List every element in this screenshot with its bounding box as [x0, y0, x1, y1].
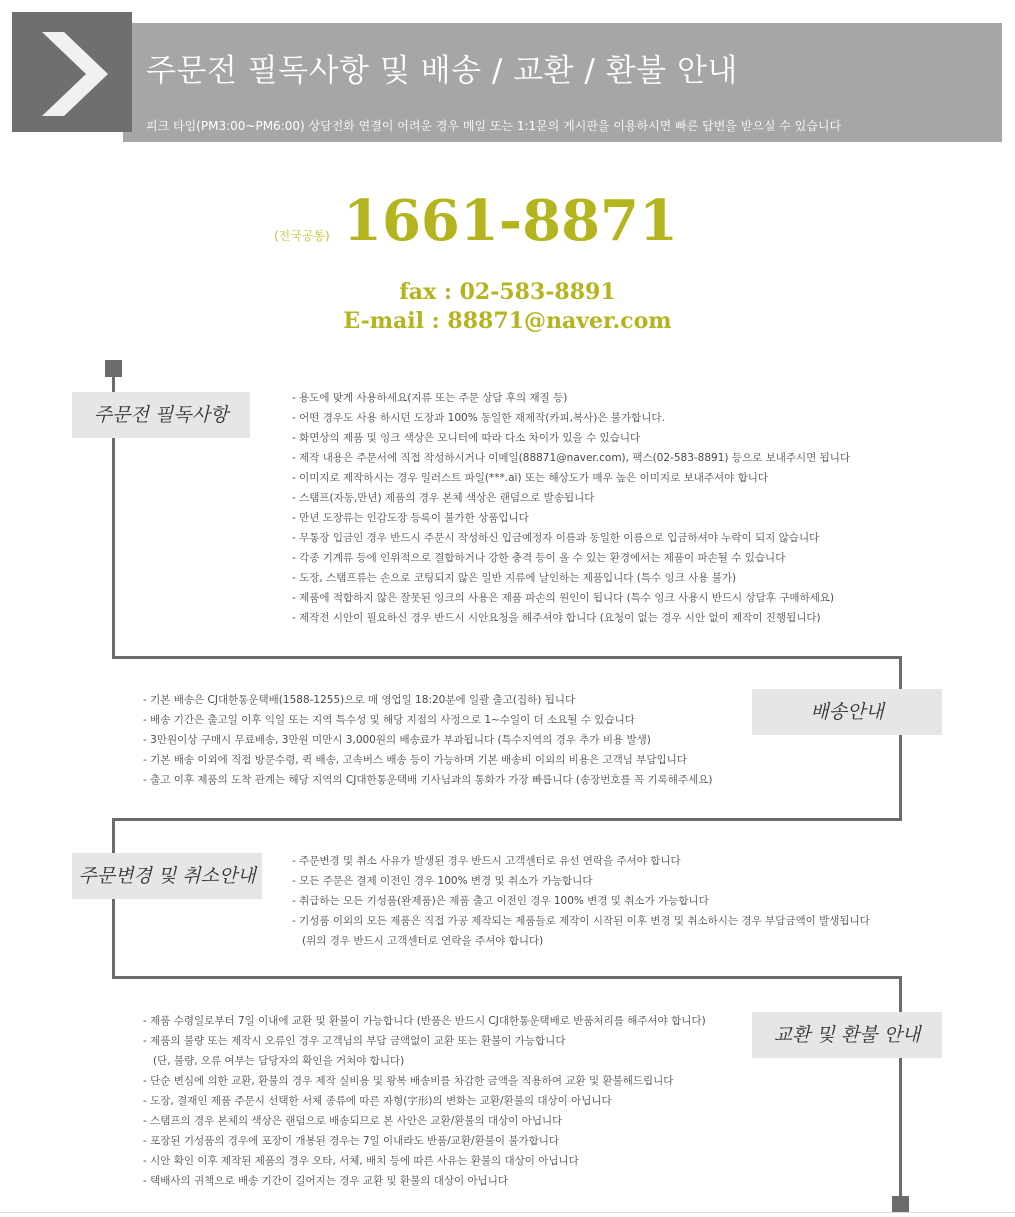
- phone-number: 1661-8871: [343, 188, 678, 254]
- list-item: - 화면상의 제품 및 잉크 색상은 모니터에 따라 다소 차이가 있을 수 있습니다: [292, 432, 641, 444]
- list-item: - 도장, 결재인 제품 주문시 선택한 서체 종류에 따른 자형(字形)의 변화는 교환/환불의 대상이 아닙니다: [143, 1095, 612, 1107]
- list-item: - 각종 기계류 등에 인위적으로 결합하거나 강한 충격 등이 올 수 있는 환경에서는 제품이 파손될 수 있습니다: [292, 552, 786, 564]
- exchange-refund-list: [143, 1011, 706, 1191]
- list-item: - 포장된 기성품의 경우에 포장이 개봉된 경우는 7일 이내라도 반품/교환/환불이 불가합니다: [143, 1135, 560, 1147]
- list-item: - 용도에 맞게 사용하세요(지류 또는 주문 상담 후의 재질 등): [292, 392, 568, 404]
- fax-number: fax : 02-583-8891: [399, 279, 616, 305]
- list-item: - 제품 수령일로부터 7일 이내에 교환 및 환불이 가능합니다 (반품은 반드시 CJ대한통운택배로 반품처리를 해주셔야 합니다): [143, 1015, 706, 1027]
- list-item: - 도장, 스탬프류는 손으로 코팅되지 않은 일반 지류에 날인하는 제품입니다 (특수 잉크 사용 불가): [292, 572, 737, 584]
- section-label-shipping: 배송안내: [752, 689, 942, 735]
- list-item: - 취급하는 모든 기성품(완제품)은 제품 출고 이전인 경우 100% 변경 및 취소가 가능합니다: [292, 895, 709, 907]
- list-item: - 무통장 입금인 경우 반드시 주문시 작성하신 입금예정자 이름과 동일한 이름으로 입금하셔야 누락이 되지 않습니다: [292, 532, 820, 544]
- list-item: - 어떤 경우도 사용 하시던 도장과 100% 동일한 재제작(카피,복사)은 불가합니다.: [292, 412, 665, 424]
- phone-prefix: (전국공통): [274, 229, 330, 243]
- shipping-list: [143, 690, 712, 790]
- list-item: - 스탬프의 경우 본체의 색상은 랜덤으로 배송되므로 본 사안은 교환/환불의 대상이 아닙니다: [143, 1115, 563, 1127]
- list-item: (위의 경우 반드시 고객센터로 연락을 주셔야 합니다): [292, 935, 544, 947]
- timeline-end-marker: [892, 1196, 909, 1213]
- email-address: E-mail : 88871@naver.com: [343, 308, 672, 334]
- list-item: - 배송 기간은 출고일 이후 익일 또는 지역 특수성 및 해당 지점의 사정으로 1~수일이 더 소요될 수 있습니다: [143, 714, 635, 726]
- list-item: - 기본 배송은 CJ대한통운택배(1588-1255)으로 매 영업일 18:20분에 일괄 출고(집하) 됩니다: [143, 694, 576, 706]
- timeline-line: [899, 656, 902, 820]
- timeline-line: [112, 656, 902, 659]
- bottom-divider: [0, 1212, 1015, 1213]
- list-item: - 단순 변심에 의한 교환, 환불의 경우 제작 실비용 및 왕복 배송비를 차감한 금액을 적용하여 교환 및 환불해드립니다: [143, 1075, 674, 1087]
- list-item: - 시안 확인 이후 제작된 제품의 경우 오타, 서체, 배치 등에 따른 사유는 환불의 대상이 아닙니다: [143, 1155, 579, 1167]
- list-item: - 기본 배송 이외에 직접 방문수령, 퀵 배송, 고속버스 배송 등이 가능하며 기본 배송비 이외의 비용은 고객님 부담입니다: [143, 754, 687, 766]
- section-label-must-read: 주문전 필독사항: [72, 392, 250, 438]
- list-item: - 택배사의 귀책으로 배송 기간이 길어지는 경우 교환 및 환불의 대상이 아닙니다: [143, 1175, 509, 1187]
- list-item: - 스탬프(자동,만년) 제품의 경우 본체 색상은 랜덤으로 발송됩니다: [292, 492, 595, 504]
- list-item: - 기성품 이외의 모든 제품은 직접 가공 제작되는 제품들로 제작이 시작된 이후 변경 및 취소하시는 경우 부담금액이 발생됩니다: [292, 915, 870, 927]
- list-item: - 이미지로 제작하시는 경우 일러스트 파일(***.ai) 또는 해상도가 매우 높은 이미지로 보내주셔야 합니다: [292, 472, 769, 484]
- timeline-line: [899, 976, 902, 1198]
- timeline-line: [112, 818, 902, 821]
- timeline-line: [112, 976, 902, 979]
- change-cancel-list: [292, 851, 870, 951]
- list-item: - 제품의 불량 또는 제작시 오류인 경우 고객님의 부담 금액없이 교환 또는 환불이 가능합니다: [143, 1035, 566, 1047]
- header-icon-box: [12, 12, 132, 132]
- list-item: - 제작전 시안이 필요하신 경우 반드시 시안요청을 해주셔야 합니다 (요청이 없는 경우 시안 없이 제작이 진행됩니다): [292, 612, 821, 624]
- list-item: - 모든 주문은 결제 이전인 경우 100% 변경 및 취소가 가능합니다: [292, 875, 593, 887]
- list-item: - 제품에 적합하지 않은 잘못된 잉크의 사용은 제품 파손의 원인이 됩니다 (특수 잉크 사용시 반드시 상담후 구매하세요): [292, 592, 835, 604]
- section-label-change-cancel: 주문변경 및 취소안내: [72, 853, 262, 899]
- list-item: - 주문변경 및 취소 사유가 발생된 경우 반드시 고객센터로 유선 연락을 주셔야 합니다: [292, 855, 681, 867]
- list-item: - 만년 도장류는 인감도장 등록이 불가한 상품입니다: [292, 512, 529, 524]
- page-title: 주문전 필독사항 및 배송 / 교환 / 환불 안내: [146, 53, 738, 89]
- list-item: (단, 불량, 오류 여부는 담당자의 확인을 거쳐야 합니다): [143, 1055, 405, 1067]
- section-label-exchange-refund: 교환 및 환불 안내: [752, 1012, 942, 1058]
- must-read-list: [292, 388, 850, 628]
- list-item: - 3만원이상 구매시 무료배송, 3만원 미만시 3,000원의 배송료가 부과됩니다 (특수지역의 경우 추가 비용 발생): [143, 734, 651, 746]
- chevron-right-icon: [42, 32, 108, 116]
- page-subtitle: 피크 타임(PM3:00~PM6:00) 상담전화 연결이 어려운 경우 메일 또는 1:1문의 게시판을 이용하시면 빠른 답변을 받으실 수 있습니다: [146, 119, 842, 133]
- list-item: - 제작 내용은 주문서에 직접 작성하시거나 이메일(88871@naver.com), 팩스(02-583-8891) 등으로 보내주시면 됩니다: [292, 452, 851, 464]
- list-item: - 출고 이후 제품의 도착 관계는 해당 지역의 CJ대한통운택배 기사님과의 통화가 가장 빠릅니다 (송장번호를 꼭 기록해주세요): [143, 774, 713, 786]
